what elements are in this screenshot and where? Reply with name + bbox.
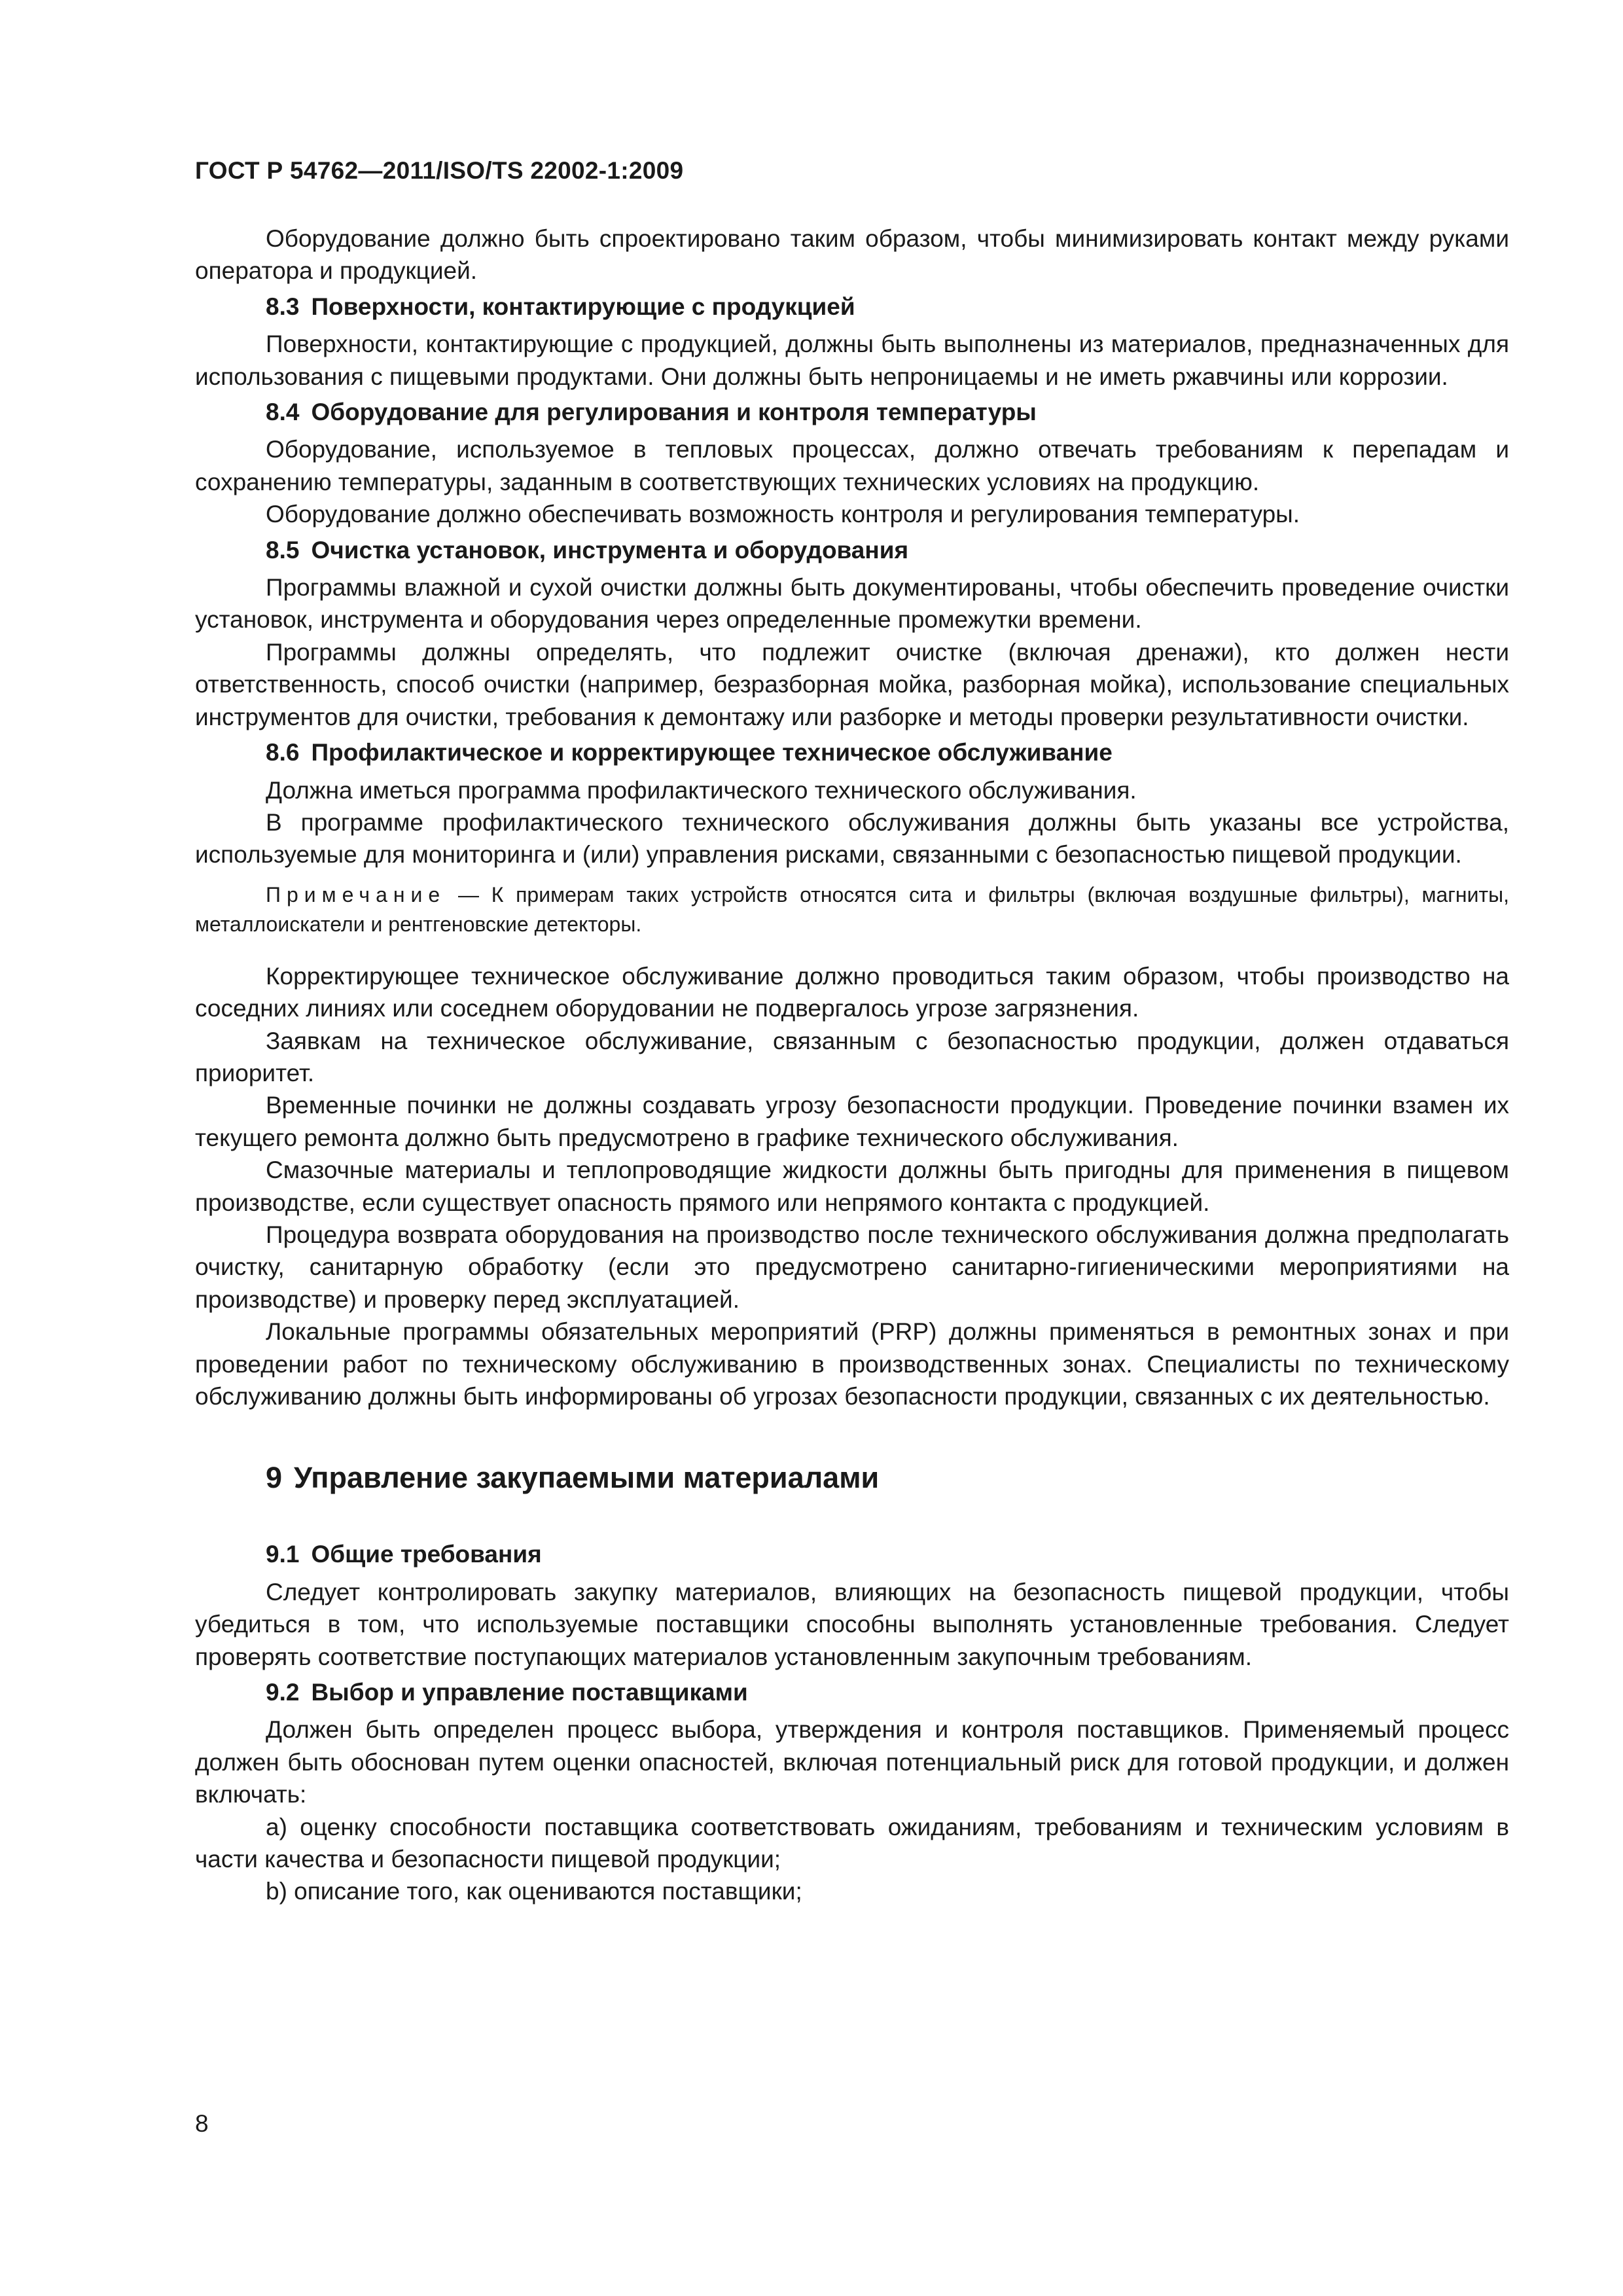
- paragraph: Оборудование, используемое в тепловых процессах, должно отвечать требованиям к перепадам и сохранению температуры, заданным в соответствующих технических условиях на продукцию.: [195, 436, 1509, 495]
- section-number: 8.5: [266, 536, 300, 564]
- section-number: 9.2: [266, 1679, 300, 1706]
- section-title: Профилактическое и корректирующее техническое обслуживание: [311, 739, 1113, 766]
- section-heading-9-2: [195, 1676, 1509, 1708]
- paragraph: Локальные программы обязательных мероприятий (PRP) должны применяться в ремонтных зонах и при проведении работ по техническому обслуживанию в производственных зонах. Специалисты по техническому обслуживанию должны быть информированы об угрозах безопасности продукции, связанных с их деятельностью.: [195, 1318, 1509, 1410]
- section-title: Поверхности, контактирующие с продукцией: [311, 293, 855, 320]
- section-number: 8.3: [266, 293, 300, 320]
- section-title: Общие требования: [311, 1541, 542, 1568]
- chapter-number: 9: [266, 1461, 283, 1495]
- section-heading-9-1: [195, 1538, 1509, 1570]
- paragraph: Программы влажной и сухой очистки должны быть документированы, чтобы обеспечить проведение очистки установок, инструмента и оборудования через определенные промежутки времени.: [195, 574, 1509, 634]
- paragraph: Программы должны определять, что подлежит очистке (включая дренажи), кто должен нести ответственность, способ очистки (например, безразборная мойка, разборная мойка), использование специальных инструментов для очистки, требования к демонтажу или разборке и методы проверки результативности очистки.: [195, 638, 1509, 730]
- section-heading-8-4: [195, 396, 1509, 428]
- note-text: — К примерам таких устройств относятся сита и фильтры (включая воздушные фильтры), магниты, металлоискатели и рентгеновские детекторы.: [195, 882, 1510, 936]
- paragraph: Процедура возврата оборудования на производство после технического обслуживания должна предполагать очистку, санитарную обработку (если это предусмотрено санитарно-гигиеническими мероприятиями на производстве) и проверку перед эксплуатацией.: [195, 1221, 1509, 1313]
- note: [195, 880, 1509, 939]
- paragraph: Смазочные материалы и теплопроводящие жидкости должны быть пригодны для применения в пищевом производстве, если существует опасность прямого или непрямого контакта с продукцией.: [195, 1157, 1509, 1216]
- paragraph: Корректирующее техническое обслуживание должно проводиться таким образом, чтобы производство на соседних линиях или соседнем оборудовании не подвергалось угрозе загрязнения.: [195, 962, 1509, 1022]
- chapter-heading-9: [195, 1460, 1509, 1496]
- section-number: 8.4: [266, 399, 300, 426]
- list-item: b) описание того, как оцениваются поставщики;: [266, 1878, 802, 1905]
- paragraph: Должна иметься программа профилактического технического обслуживания.: [266, 776, 1137, 804]
- section-heading-8-3: [195, 291, 1509, 323]
- page-number: 8: [195, 2110, 209, 2137]
- document-page: [195, 0, 1509, 2296]
- document-body: [195, 223, 1509, 1908]
- paragraph: Следует контролировать закупку материалов, влияющих на безопасность пищевой продукции, чтобы убедиться в том, что используемые поставщики способны выполнять установленные требования. Следует проверять соответствие поступающих материалов установленным закупочным требованиям.: [195, 1578, 1509, 1670]
- paragraph: Временные починки не должны создавать угрозу безопасности продукции. Проведение починки взамен их текущего ремонта должно быть предусмотрено в графике технического обслуживания.: [195, 1092, 1509, 1151]
- section-title: Очистка установок, инструмента и оборудования: [311, 536, 909, 564]
- section-heading-8-6: [195, 736, 1509, 768]
- list-item: a) оценку способности поставщика соответствовать ожиданиям, требованиям и техническим условиям в части качества и безопасности пищевой продукции;: [195, 1813, 1509, 1873]
- paragraph: Должен быть определен процесс выбора, утверждения и контроля поставщиков. Применяемый процесс должен быть обоснован путем оценки опасностей, включая потенциальный риск для готовой продукции, и должен включать:: [195, 1716, 1509, 1808]
- section-number: 8.6: [266, 739, 300, 766]
- paragraph: Заявкам на техническое обслуживание, связанным с безопасностью продукции, должен отдаваться приоритет.: [195, 1027, 1509, 1086]
- paragraph: Оборудование должно обеспечивать возможность контроля и регулирования температуры.: [266, 501, 1300, 528]
- document-header: ГОСТ Р 54762—2011/ISO/TS 22002-1:2009: [195, 157, 684, 184]
- section-heading-8-5: [195, 534, 1509, 566]
- chapter-title: Управление закупаемыми материалами: [294, 1461, 880, 1495]
- note-label: Примечание: [266, 882, 446, 906]
- paragraph: Поверхности, контактирующие с продукцией, должны быть выполнены из материалов, предназначенных для использования с пищевыми продуктами. Они должны быть непроницаемы и не иметь ржавчины или коррозии.: [195, 331, 1509, 390]
- intro-paragraph: Оборудование должно быть спроектировано таким образом, чтобы минимизировать контакт между руками оператора и продукцией.: [195, 225, 1509, 285]
- paragraph: В программе профилактического технического обслуживания должны быть указаны все устройства, используемые для мониторинга и (или) управления рисками, связанными с безопасностью пищевой продукции.: [195, 808, 1509, 869]
- section-title: Оборудование для регулирования и контроля температуры: [311, 399, 1037, 426]
- section-number: 9.1: [266, 1541, 300, 1568]
- section-title: Выбор и управление поставщиками: [311, 1679, 748, 1706]
